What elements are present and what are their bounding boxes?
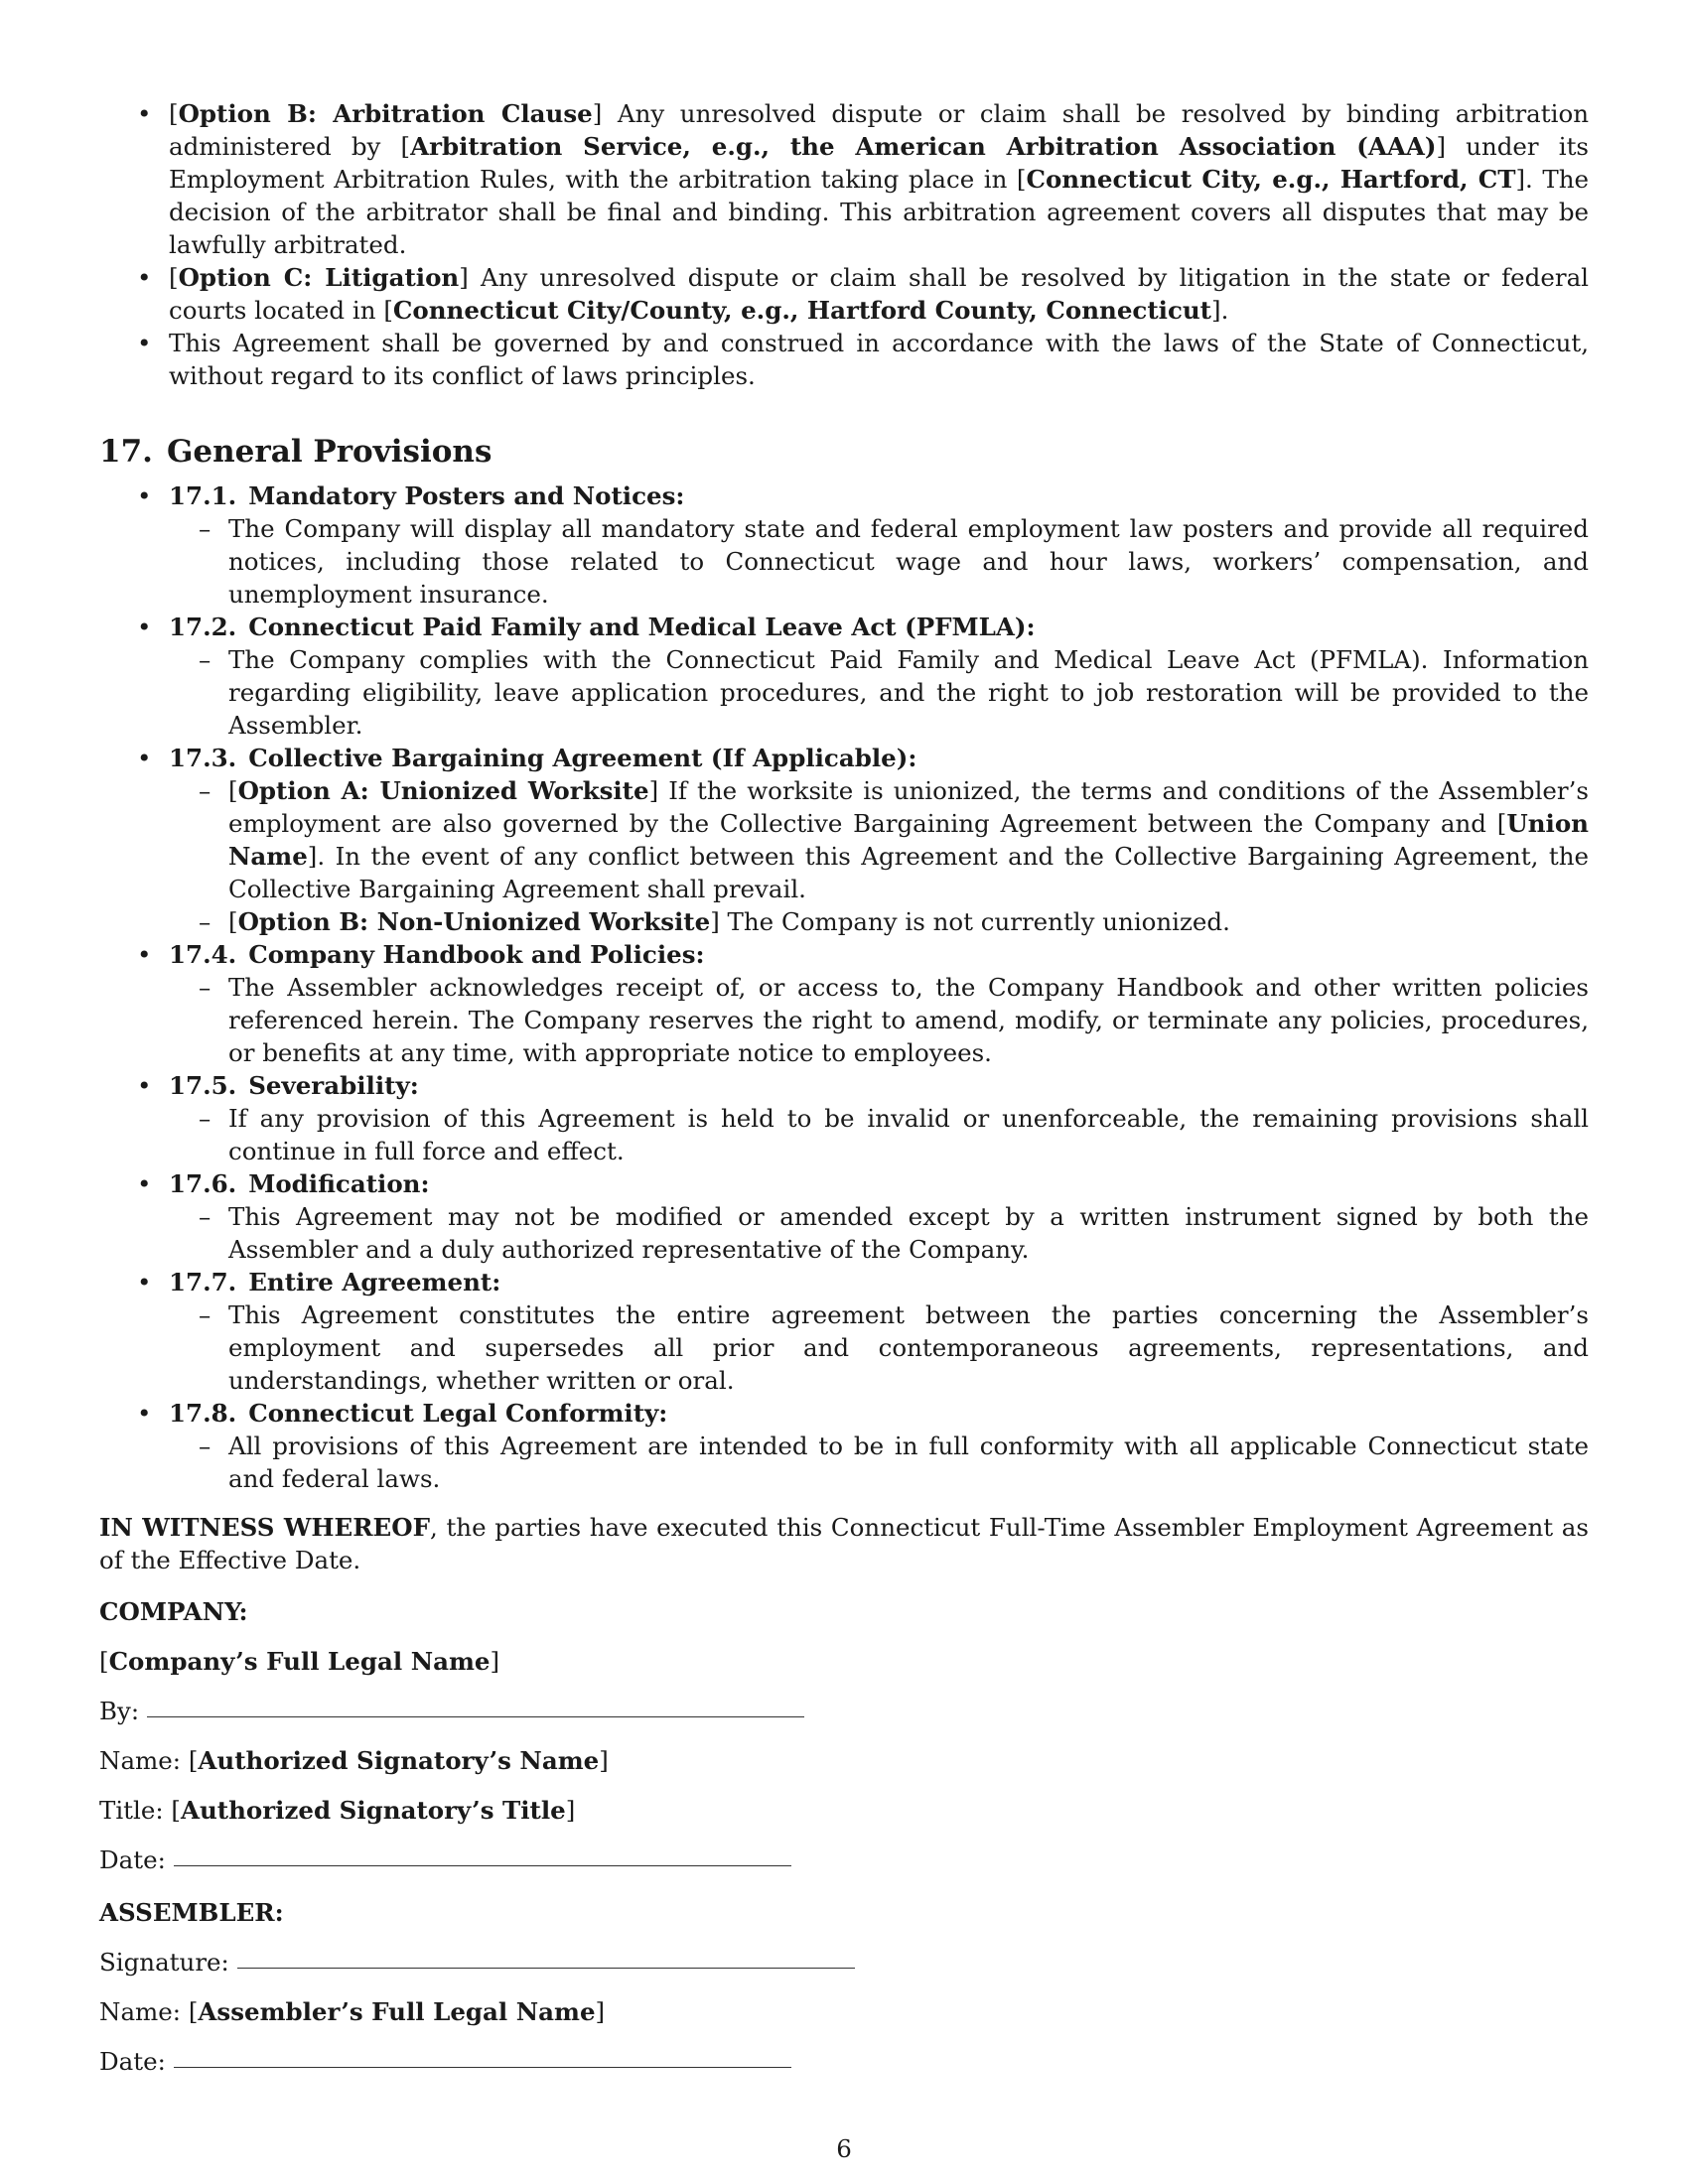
provision-text: – The Assembler acknowledges receipt of, or access to, the Company Handbook and other written policies referenced herein. The Company reserves the right to amend, modify, or terminate any policies, procedures, or benefits at any time, with appropriate notice to employees. — [169, 971, 1589, 1069]
provision-heading: 17.7. Entire Agreement: — [169, 1268, 501, 1297]
company-heading: COMPANY: — [99, 1597, 248, 1626]
provision-heading: 17.4. Company Handbook and Policies: — [169, 940, 705, 969]
page-number: 6 — [836, 2134, 852, 2163]
document-page — [99, 97, 1589, 2079]
provision-item — [99, 1069, 1589, 1167]
provision-item — [99, 1266, 1589, 1397]
option-c-litigation-item: • [Option C: Litigation] Any unresolved dispute or claim shall be resolved by litigation in the state or federal courts located in [Connecticut City/County, e.g., Hartford County, Connecticut]. — [99, 261, 1589, 327]
provision-heading: 17.1. Mandatory Posters and Notices: — [169, 481, 685, 510]
general-provisions-list — [99, 479, 1589, 1495]
provision-item — [99, 1397, 1589, 1495]
provision-item — [99, 611, 1589, 742]
option-b-arbitration-item: • [Option B: Arbitration Clause] Any unresolved dispute or claim shall be resolved by binding arbitration administered by [Arbitration Service, e.g., the American Arbitration Association (AAA)] under its Employment Arbitration Rules, with the arbitration taking place in [Connecticut City, e.g., Hartford, CT]. The decision of the arbitrator shall be final and binding. This arbitration agreement covers all disputes that may be lawfully arbitrated. — [99, 97, 1589, 261]
dispute-resolution-list — [99, 97, 1589, 392]
assembler-date-line: Date: — [99, 2045, 1589, 2079]
provision-text: – All provisions of this Agreement are intended to be in full conformity with all applicable Connecticut state and federal laws. — [169, 1430, 1589, 1495]
provision-text: – The Company will display all mandatory state and federal employment law posters and provide all required notices, including those related to Connecticut wage and hour laws, workers’ compensation, and unemployment insurance. — [169, 512, 1589, 611]
assembler-heading: ASSEMBLER: — [99, 1898, 284, 1927]
company-date-line: Date: — [99, 1843, 1589, 1877]
provision-item — [99, 742, 1589, 938]
assembler-date-field[interactable] — [174, 2066, 791, 2068]
governing-law-item: • This Agreement shall be governed by and construed in accordance with the laws of the State of Connecticut, without regard to its conflict of laws principles. — [99, 327, 1589, 392]
company-signature-block — [99, 1595, 1589, 1877]
provision-heading: 17.6. Modification: — [169, 1169, 430, 1198]
assembler-signature-line: Signature: — [99, 1946, 1589, 1979]
union-option-a: – [Option A: Unionized Worksite] If the worksite is unionized, the terms and conditions of the Assembler’s employment are also governed by the Collective Bargaining Agreement between the Company and [Union Name]. In the event of any conflict between this Agreement and the Collective Bargaining Agreement, the Collective Bargaining Agreement shall prevail. — [169, 774, 1589, 905]
assembler-signature-field[interactable] — [237, 1967, 855, 1969]
option-label: Option B: Arbitration Clause — [178, 99, 593, 128]
provision-heading: 17.2. Connecticut Paid Family and Medical Leave Act (PFMLA): — [169, 613, 1036, 641]
provision-text: – This Agreement may not be modified or amended except by a written instrument signed by both the Assembler and a duly authorized representative of the Company. — [169, 1200, 1589, 1266]
company-by-line: By: — [99, 1695, 1589, 1728]
provision-heading: 17.3. Collective Bargaining Agreement (If Applicable): — [169, 744, 917, 772]
section-heading — [99, 432, 1589, 472]
provision-item — [99, 1167, 1589, 1266]
company-signatory-title-line: Title: [Authorized Signatory’s Title] — [99, 1796, 576, 1825]
provision-heading: 17.5. Severability: — [169, 1071, 419, 1100]
provision-item — [99, 479, 1589, 611]
provision-text: – The Company complies with the Connecticut Paid Family and Medical Leave Act (PFMLA). Information regarding eligibility, leave application procedures, and the right to job restoration will be provided to the Assembler. — [169, 643, 1589, 742]
provision-item — [99, 938, 1589, 1069]
section-number: 17. — [99, 434, 153, 470]
witness-clause: IN WITNESS WHEREOF, the parties have executed this Connecticut Full-Time Assembler Employment Agreement as of the Effective Date. — [99, 1513, 1589, 1574]
union-option-b: – [Option B: Non-Unionized Worksite] The Company is not currently unionized. — [169, 905, 1589, 938]
provision-text: – If any provision of this Agreement is held to be invalid or unenforceable, the remaining provisions shall continue in full force and effect. — [169, 1102, 1589, 1167]
provision-text: – This Agreement constitutes the entire agreement between the parties concerning the Assembler’s employment and supersedes all prior and contemporaneous agreements, representations, and understandings, whether written or oral. — [169, 1298, 1589, 1397]
section-title: General Provisions — [166, 434, 492, 470]
company-signatory-name-line: Name: [Authorized Signatory’s Name] — [99, 1746, 609, 1775]
assembler-name-line: Name: [Assembler’s Full Legal Name] — [99, 1997, 606, 2026]
by-signature-field[interactable] — [147, 1715, 804, 1717]
company-name-line: [Company’s Full Legal Name] — [99, 1647, 500, 1676]
option-label: Option C: Litigation — [178, 263, 460, 292]
assembler-signature-block — [99, 1896, 1589, 2079]
company-date-field[interactable] — [174, 1864, 791, 1866]
provision-heading: 17.8. Connecticut Legal Conformity: — [169, 1399, 668, 1428]
